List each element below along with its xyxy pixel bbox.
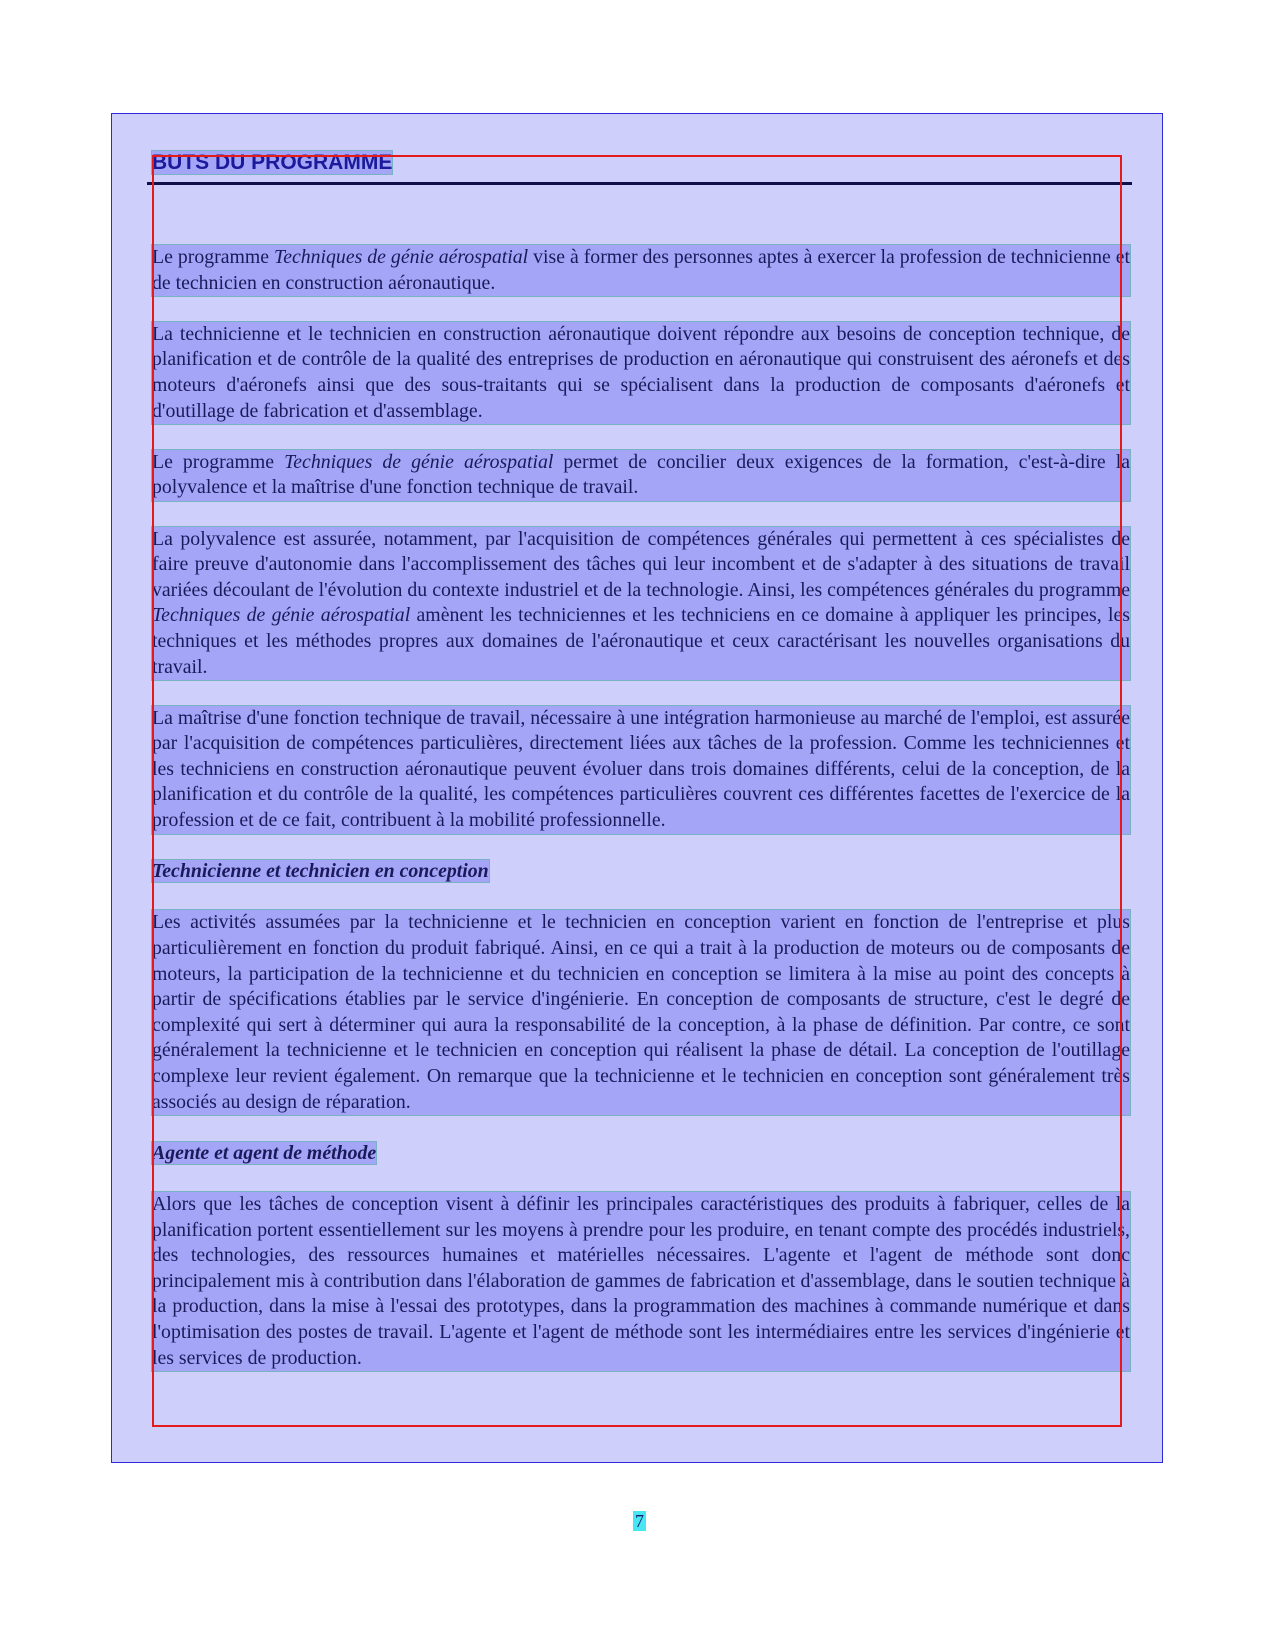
paragraph-4: La polyvalence est assurée, notamment, par l'acquisition de compétences générales qui permettent à ces spécialistes de faire preuve d'autonomie dans l'accomplissement des tâches qui leur incombent et de s'adapter à des situations de travail variées découlant de l'évolution du contexte industriel et de la technologie. Ainsi, les compétences générales du programme Techniques de génie aérospatial amènent les techniciennes et les techniciens en ce domaine à appliquer les principes, les techniques et les méthodes propres aux domaines de l'aéronautique et ceux caractérisant les nouvelles organisations du travail. [152,527,1130,681]
page-number: 7 [635,1511,644,1531]
subheading-methode: Agente et agent de méthode [152,1141,377,1164]
paragraph-methode: Alors que les tâches de conception visent à définir les principales caractéristiques des produits à fabriquer, celles de la planification portent essentiellement sur les moyens à prendre pour les produire, en tenant compte des procédés industriels, des technologies, des ressources humaines et matérielles nécessaires. L'agente et l'agent de méthode sont donc principalement mis à contribution dans l'élaboration de gammes de fabrication et d'assemblage, dans le soutien technique à la production, dans la mise à l'essai des prototypes, dans la programmation des machines à commande numérique et dans l'optimisation des postes de travail. L'agente et l'agent de méthode sont les intermédiaires entre les services d'ingénierie et les services de production. [152,1192,1130,1371]
document-body [152,150,1130,1371]
paragraph-1: Le programme Techniques de génie aérospatial vise à former des personnes aptes à exercer la profession de technicienne et de technicien en construction aéronautique. [152,245,1130,296]
subheading-conception: Technicienne et technicien en conception [152,860,489,883]
paragraph-conception: Les activités assumées par la technicienne et le technicien en conception varient en fonction de l'entreprise et plus particulièrement en fonction du produit fabriqué. Ainsi, en ce qui a trait à la production de moteurs ou de composants de moteurs, la participation de la technicienne et du technicien en conception se limitera à la mise au point des concepts à partir de spécifications établies par le service d'ingénierie. En conception de composants de structure, c'est le degré de complexité qui sert à déterminer qui aura la responsabilité de la conception, à la phase de définition. Par contre, ce sont généralement la technicienne et le technicien en conception qui réalisent la phase de détail. La conception de l'outillage complexe leur revient également. On remarque que la technicienne et le technicien en conception sont généralement très associés au design de réparation. [152,910,1130,1115]
paragraph-5: La maîtrise d'une fonction technique de travail, nécessaire à une intégration harmonieuse au marché de l'emploi, est assurée par l'acquisition de compétences particulières, directement liées aux tâches de la profession. Comme les techniciennes et les techniciens en construction aéronautique peuvent évoluer dans trois domaines différents, celui de la conception, de la planification et du contrôle de la qualité, les compétences particulières couvrent ces différentes facettes de l'exercice de la profession et de ce fait, contribuent à la mobilité professionnelle. [152,706,1130,834]
paragraph-3: Le programme Techniques de génie aérospatial permet de concilier deux exigences de la formation, c'est-à-dire la polyvalence et la maîtrise d'une fonction technique de travail. [152,450,1130,501]
paragraph-2: La technicienne et le technicien en construction aéronautique doivent répondre aux besoins de conception technique, de planification et de contrôle de la qualité des entreprises de production en aéronautique qui construisent des aéronefs et des moteurs d'aéronefs ainsi que des sous-traitants qui se spécialisent dans la production de composants d'aéronefs et d'outillage de fabrication et d'assemblage. [152,322,1130,424]
section-title: BUTS DU PROGRAMME [152,151,393,174]
